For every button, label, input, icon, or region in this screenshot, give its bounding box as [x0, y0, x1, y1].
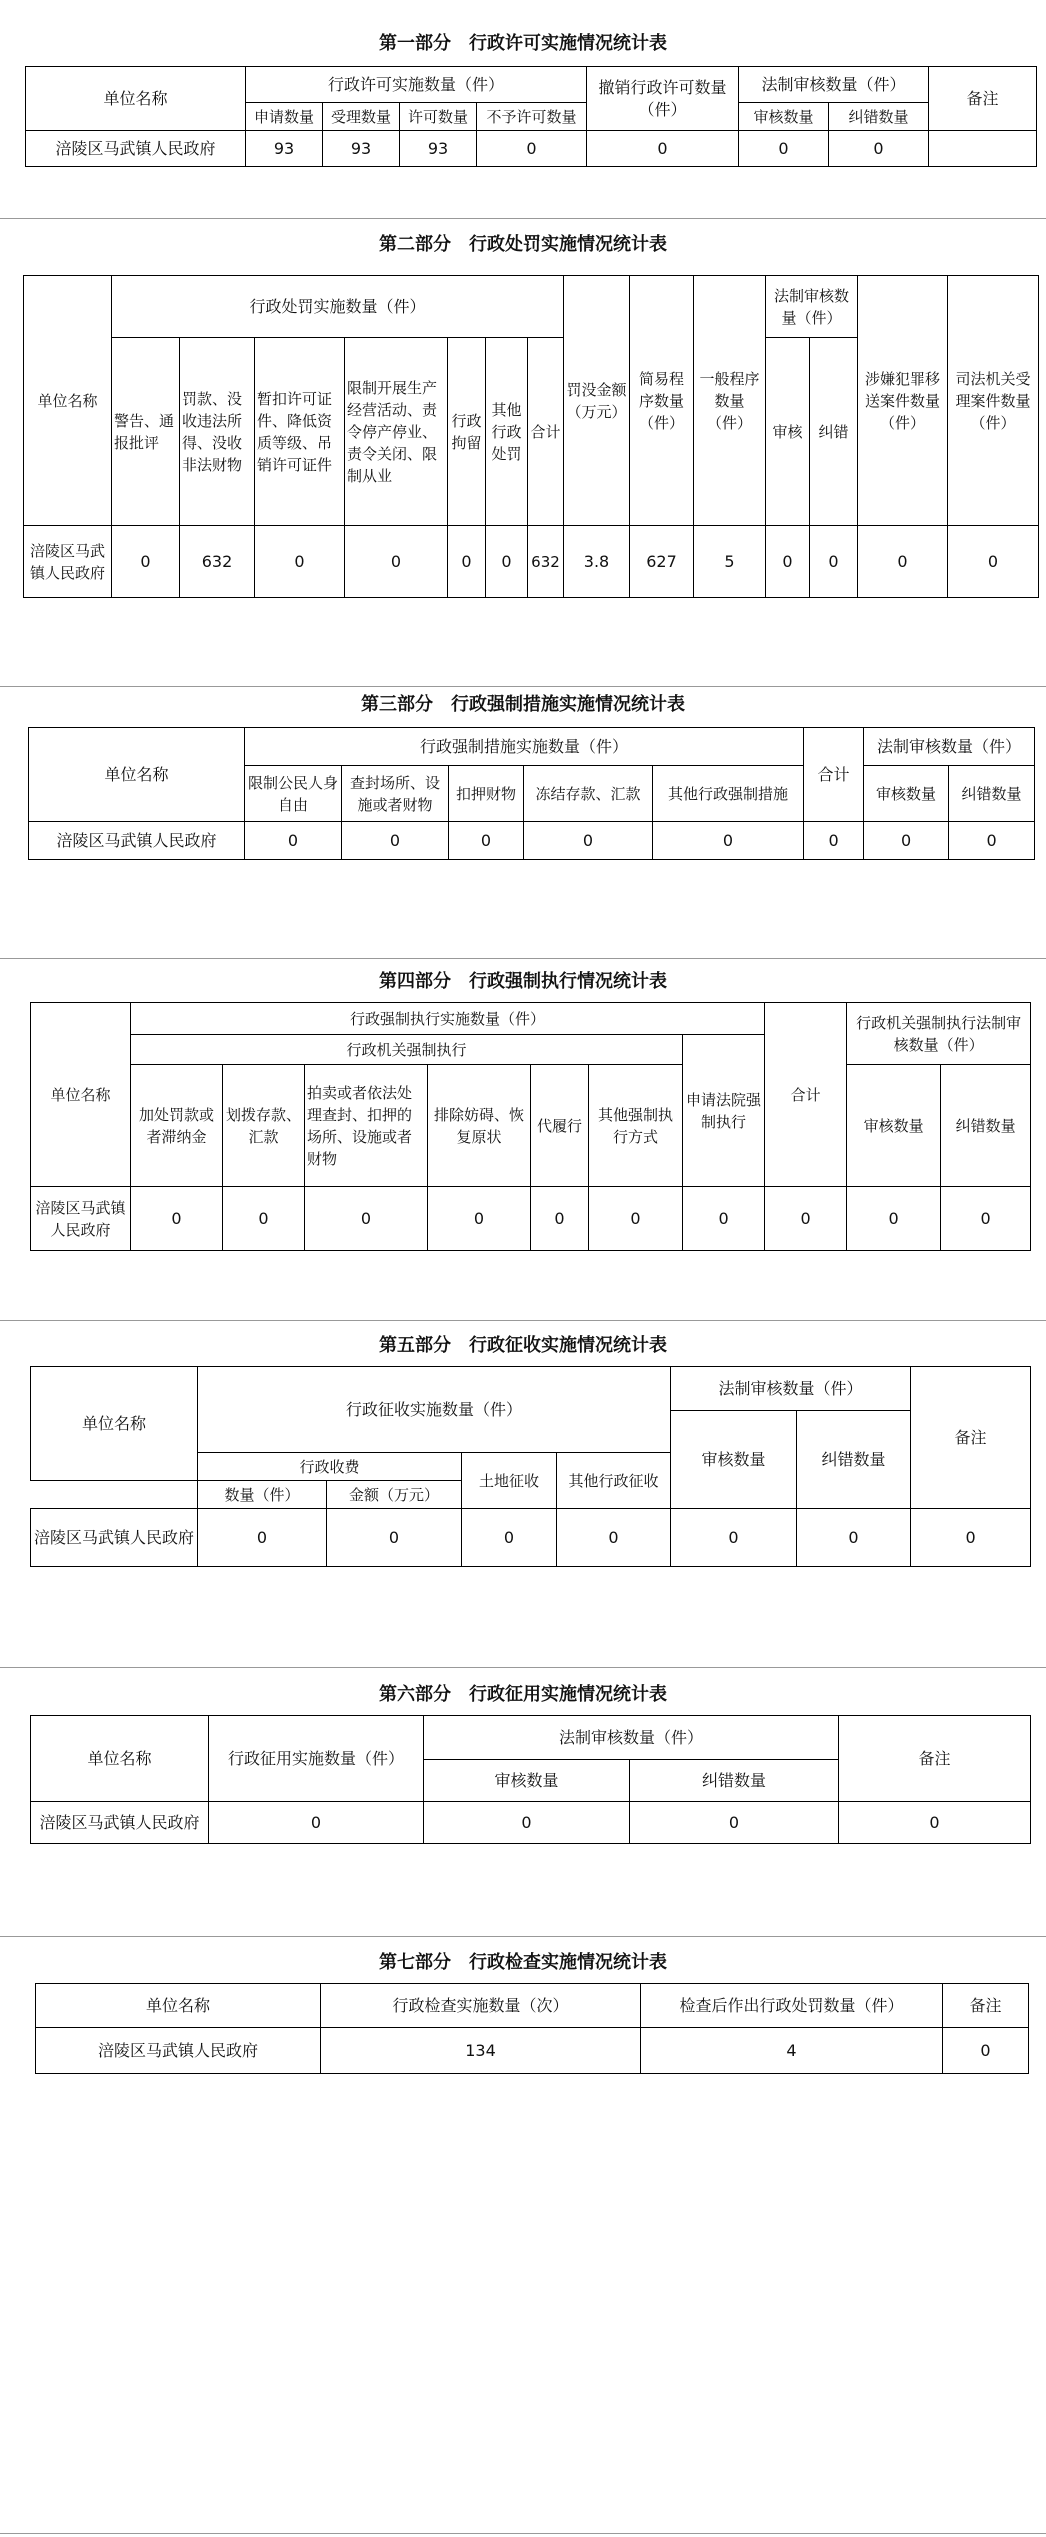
header-fee: 行政收费 — [198, 1453, 462, 1481]
header-limit: 限制开展生产经营活动、责令停产停业、责令关闭、限制从业 — [345, 338, 448, 526]
header-revoke: 撤销行政许可数量（件） — [587, 67, 739, 131]
header-remark: 备注 — [911, 1367, 1031, 1509]
cell-unit: 涪陵区马武镇人民政府 — [31, 1802, 209, 1844]
header-other: 其他行政处罚 — [486, 338, 528, 526]
cell-seal: 0 — [342, 822, 449, 860]
header-correct: 纠错数量 — [797, 1411, 911, 1509]
header-correct: 纠错数量 — [949, 766, 1035, 822]
cell-review: 0 — [424, 1802, 630, 1844]
cell-correct: 0 — [810, 526, 858, 598]
cell-permit: 93 — [400, 131, 477, 167]
header-othermode: 其他强制执行方式 — [589, 1065, 683, 1187]
cell-suspend: 0 — [255, 526, 345, 598]
cell-total: 0 — [804, 822, 864, 860]
cell-review: 0 — [739, 131, 829, 167]
header-unit: 单位名称 — [31, 1367, 198, 1481]
header-other: 其他行政强制措施 — [653, 766, 804, 822]
header-unit: 单位名称 — [29, 728, 245, 822]
table-row — [26, 131, 1037, 167]
cell-other: 0 — [486, 526, 528, 598]
header-court: 申请法院强制执行 — [683, 1035, 765, 1187]
table-row — [31, 1509, 1031, 1567]
cell-total: 632 — [528, 526, 564, 598]
header-impl: 行政强制措施实施数量（件） — [245, 728, 804, 766]
header-legal: 行政机关强制执行法制审核数量（件） — [847, 1003, 1031, 1065]
header-apply: 申请数量 — [246, 103, 323, 131]
cell-crime: 0 — [858, 526, 948, 598]
header-legal: 法制审核数量（件） — [671, 1367, 911, 1411]
part3-table — [28, 727, 1035, 860]
cell-restrict: 0 — [245, 822, 342, 860]
cell-review: 0 — [864, 822, 949, 860]
part1-title: 第一部分 行政许可实施情况统计表 — [379, 33, 667, 54]
header-amount: 罚没金额（万元） — [564, 276, 630, 526]
cell-unit: 涪陵区马武镇人民政府 — [36, 2028, 321, 2074]
header-unit: 单位名称 — [36, 1984, 321, 2028]
cell-unit: 涪陵区马武镇人民政府 — [24, 526, 112, 598]
header-correct: 纠错数量 — [941, 1065, 1031, 1187]
cell-seize: 0 — [449, 822, 524, 860]
header-impl: 行政检查实施数量（次） — [321, 1984, 641, 2028]
header-review: 审核数量 — [671, 1411, 797, 1509]
header-remark: 备注 — [839, 1716, 1031, 1802]
table-row — [31, 1187, 1031, 1251]
header-unit: 单位名称 — [26, 67, 246, 131]
header-seize: 扣押财物 — [449, 766, 524, 822]
header-unit: 单位名称 — [24, 276, 112, 526]
header-deny: 不予许可数量 — [477, 103, 587, 131]
header-other: 其他行政征收 — [557, 1453, 671, 1509]
cell-transfer: 0 — [223, 1187, 305, 1251]
cell-detain: 0 — [448, 526, 486, 598]
cell-money: 0 — [327, 1509, 462, 1567]
cell-revoke: 0 — [587, 131, 739, 167]
part2-table — [23, 275, 1039, 598]
part7-table — [35, 1983, 1029, 2074]
header-impl: 行政许可实施数量（件） — [246, 67, 587, 103]
header-review: 审核数量 — [847, 1065, 941, 1187]
cell-unit: 涪陵区马武镇人民政府 — [31, 1187, 131, 1251]
cell-apply: 93 — [246, 131, 323, 167]
part4-title: 第四部分 行政强制执行情况统计表 — [379, 971, 667, 992]
table-row — [24, 526, 1039, 598]
cell-impl: 134 — [321, 2028, 641, 2074]
header-correct: 纠错 — [810, 338, 858, 526]
part3-title: 第三部分 行政强制措施实施情况统计表 — [361, 694, 685, 715]
header-proxy: 代履行 — [531, 1065, 589, 1187]
cell-correct: 0 — [829, 131, 929, 167]
header-review: 审核数量 — [739, 103, 829, 131]
cell-count: 0 — [198, 1509, 327, 1567]
cell-accept: 93 — [323, 131, 400, 167]
part7-title: 第七部分 行政检查实施情况统计表 — [379, 1952, 667, 1973]
header-count: 数量（件） — [198, 1481, 327, 1509]
part6-title: 第六部分 行政征用实施情况统计表 — [379, 1684, 667, 1705]
cell-warn: 0 — [112, 526, 180, 598]
section-divider — [0, 686, 1046, 687]
cell-impl: 0 — [209, 1802, 424, 1844]
header-organ: 行政机关强制执行 — [131, 1035, 683, 1065]
header-legal: 法制审核数量（件） — [864, 728, 1035, 766]
cell-other: 0 — [557, 1509, 671, 1567]
cell-othermode: 0 — [589, 1187, 683, 1251]
part6-table — [30, 1715, 1031, 1844]
header-review: 审核数量 — [424, 1760, 630, 1802]
header-legal: 法制审核数量（件） — [766, 276, 858, 338]
header-crime: 涉嫌犯罪移送案件数量（件） — [858, 276, 948, 526]
section-divider — [0, 958, 1046, 959]
cell-remark: 0 — [839, 1802, 1031, 1844]
section-divider — [0, 1320, 1046, 1321]
cell-remove: 0 — [428, 1187, 531, 1251]
cell-auction: 0 — [305, 1187, 428, 1251]
cell-deny: 0 — [477, 131, 587, 167]
cell-review: 0 — [671, 1509, 797, 1567]
header-fine: 罚款、没收违法所得、没收非法财物 — [180, 338, 255, 526]
cell-land: 0 — [462, 1509, 557, 1567]
header-total: 合计 — [528, 338, 564, 526]
section-divider — [0, 218, 1046, 219]
cell-limit: 0 — [345, 526, 448, 598]
cell-simple: 627 — [630, 526, 694, 598]
header-review: 审核 — [766, 338, 810, 526]
header-penalty: 加处罚款或者滞纳金 — [131, 1065, 223, 1187]
part4-table — [30, 1002, 1031, 1251]
table-row — [31, 1802, 1031, 1844]
cell-remark: 0 — [943, 2028, 1029, 2074]
part5-table — [30, 1366, 1031, 1567]
header-land: 土地征收 — [462, 1453, 557, 1509]
header-transfer: 划拨存款、汇款 — [223, 1065, 305, 1187]
header-general: 一般程序数量（件） — [694, 276, 766, 526]
cell-remark — [929, 131, 1037, 167]
cell-amount: 3.8 — [564, 526, 630, 598]
header-accept: 受理数量 — [323, 103, 400, 131]
header-freeze: 冻结存款、汇款 — [524, 766, 653, 822]
cell-correct: 0 — [941, 1187, 1031, 1251]
cell-review: 0 — [847, 1187, 941, 1251]
header-simple: 简易程序数量（件） — [630, 276, 694, 526]
header-review: 审核数量 — [864, 766, 949, 822]
header-auction: 拍卖或者依法处理查封、扣押的场所、设施或者财物 — [305, 1065, 428, 1187]
section-divider — [0, 1936, 1046, 1937]
header-impl: 行政强制执行实施数量（件） — [131, 1003, 765, 1035]
header-remark: 备注 — [943, 1984, 1029, 2028]
header-money: 金额（万元） — [327, 1481, 462, 1509]
cell-penalty: 0 — [131, 1187, 223, 1251]
header-unit: 单位名称 — [31, 1716, 209, 1802]
header-detain: 行政拘留 — [448, 338, 486, 526]
cell-unit: 涪陵区马武镇人民政府 — [29, 822, 245, 860]
cell-court: 0 — [683, 1187, 765, 1251]
header-legal: 法制审核数量（件） — [424, 1716, 839, 1760]
part5-title: 第五部分 行政征收实施情况统计表 — [379, 1335, 667, 1356]
header-unit: 单位名称 — [31, 1003, 131, 1187]
cell-proxy: 0 — [531, 1187, 589, 1251]
cell-remark: 0 — [911, 1509, 1031, 1567]
cell-general: 5 — [694, 526, 766, 598]
cell-correct: 0 — [949, 822, 1035, 860]
cell-review: 0 — [766, 526, 810, 598]
cell-correct: 0 — [797, 1509, 911, 1567]
header-warn: 警告、通报批评 — [112, 338, 180, 526]
section-divider — [0, 1667, 1046, 1668]
cell-after: 4 — [641, 2028, 943, 2074]
header-correct: 纠错数量 — [630, 1760, 839, 1802]
header-remove: 排除妨碍、恢复原状 — [428, 1065, 531, 1187]
header-judicial: 司法机关受理案件数量（件） — [948, 276, 1039, 526]
header-seal: 查封场所、设施或者财物 — [342, 766, 449, 822]
table-row — [29, 822, 1035, 860]
part1-table — [25, 66, 1037, 167]
part2-title: 第二部分 行政处罚实施情况统计表 — [379, 234, 667, 255]
cell-total: 0 — [765, 1187, 847, 1251]
header-after: 检查后作出行政处罚数量（件） — [641, 1984, 943, 2028]
cell-fine: 632 — [180, 526, 255, 598]
cell-unit: 涪陵区马武镇人民政府 — [26, 131, 246, 167]
header-impl: 行政征用实施数量（件） — [209, 1716, 424, 1802]
header-impl: 行政征收实施数量（件） — [198, 1367, 671, 1453]
cell-unit: 涪陵区马武镇人民政府 — [31, 1509, 198, 1567]
header-correct: 纠错数量 — [829, 103, 929, 131]
cell-freeze: 0 — [524, 822, 653, 860]
header-total: 合计 — [804, 728, 864, 822]
cell-correct: 0 — [630, 1802, 839, 1844]
cell-other: 0 — [653, 822, 804, 860]
header-total: 合计 — [765, 1003, 847, 1187]
header-permit: 许可数量 — [400, 103, 477, 131]
header-legal: 法制审核数量（件） — [739, 67, 929, 103]
header-restrict: 限制公民人身自由 — [245, 766, 342, 822]
header-suspend: 暂扣许可证件、降低资质等级、吊销许可证件 — [255, 338, 345, 526]
header-remark: 备注 — [929, 67, 1037, 131]
table-row — [36, 2028, 1029, 2074]
page-bottom-line — [0, 2533, 1046, 2534]
header-impl: 行政处罚实施数量（件） — [112, 276, 564, 338]
cell-judicial: 0 — [948, 526, 1039, 598]
